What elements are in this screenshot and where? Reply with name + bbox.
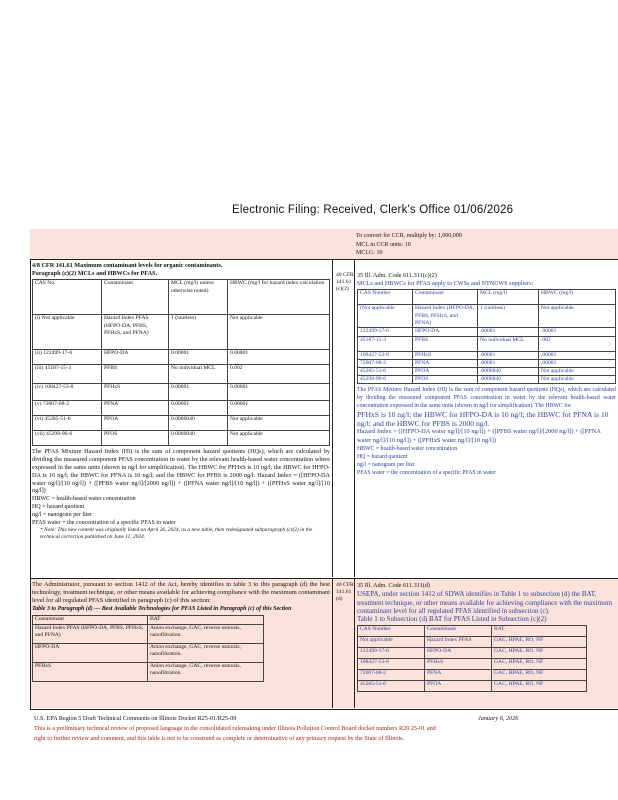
il-pfas-water-definition: PFAS water = the concentration of a specific PFAS in water — [357, 470, 496, 477]
table-row: 122499-17-6 HFPO-DA GAC, HPAE, RO, NF — [358, 648, 587, 659]
bat-table-title: Table 3 to Paragraph (d) — Best Available Technologies for PFAS Listed in Paragraph (c) of this Section — [32, 606, 292, 612]
conversion-line-1: To convert for CCR, multiply by: 1,000,000 — [356, 233, 462, 239]
left-heading: 4/8 CFR 141.61 Maximum contaminant levels for organic contaminants. — [32, 262, 223, 269]
right-heading: 35 Ill. Adm. Code 611.311(c)(2) — [357, 272, 437, 279]
table-row: Not applicable Hazard Index PFAS GAC, HPAE, RO, NF — [358, 637, 587, 648]
table-row: 108427-53-8 PFHxS .00001 .00001 — [358, 351, 616, 359]
il-hbwc-definition: HBWC = health-based water concentration — [357, 446, 458, 453]
il-bat-table-title: Table 1 to Subsection (d) BAT for PFAS Listed in Subsection (c)(2) — [357, 615, 547, 624]
table-row: 72007-68-2 PFNA GAC, HPAE, RO, NF — [358, 670, 587, 681]
hazard-index-paragraph: The PFAS Mixture Hazard Index (HI) is the sum of component hazard quotients (HQs), which are calculated by dividing the measured component PFAS concentration in water by the relevant health-based water concentration where expressed in the same units (shown in ng/l for simplification). The HBWC for PFHxS is 10 ng/l; the HBWC for HFPO-DA is 10 ng/l; the HBWC for PFNA is 10 ng/l; and the HBWC for PFBS is 2000 ng/l. Hazard Index = ([HFPO-DA water ng/l]/[10 ng/l]) + ([PFBS water ng/l]/[2000 ng/l]) + ([PFNA water ng/l]/[10 ng/l]) + ([PFHxS water ng/l]/[10 ng/l]) — [32, 448, 330, 495]
mid-bottom-cite: 40 CFR 141.61(d) — [336, 582, 354, 603]
il-bat-paragraph: USEPA, under section 1412 of SDWA identifies in Table 1 to subsection (d) the BAT, treatment technique, or other means available for achieving compliance with the maximum contaminant level for all regulated PFAS identified in subsection (c). — [357, 590, 613, 616]
il-ng-definition: ng/l = nanogram per liter — [357, 462, 415, 469]
il-hazard-index-formula: Hazard Index = ([HFPO-DA water ng/l]/[10 ng/l]) + ([PFBS water ng/l]/[2000 ng/l]) + ([PFNA water ng/l]/[10 ng/l]) + ([PFHxS water ng/l]/[10 ng/l]) — [357, 428, 601, 444]
bat-table — [32, 615, 264, 682]
il-col-contaminant: Contaminant — [413, 290, 478, 305]
col-contaminant: Contaminant — [102, 280, 169, 315]
bat-paragraph: The Administrator, pursuant to section 1412 of the Act, hereby identifies in table 3 to this paragraph (d) the best technology, treatment technique, or other means available for achieving compliance with the maximum contaminant level for all regulated PFAS identified in paragraph (c) of this section: — [32, 581, 330, 604]
hbwc-definition: HBWC = health-based water concentration — [32, 496, 136, 503]
left-top-section — [32, 262, 330, 541]
divider-3 — [332, 578, 333, 708]
table-row: 122499-17-6 HFPO-DA .00001 .00001 — [358, 328, 616, 336]
table-row: Hazard Index PFAS (HFPO-DA, PFBS, PFHxS, and PFNA) Anion exchange, GAC, reverse osmosis, nanofiltration. — [33, 625, 264, 644]
il-bat-col-cas: CAS Number — [358, 626, 425, 637]
table-row: (i) Not applicable Hazard Index PFAS (HFPO-DA, PFBS, PFHxS, and PFNA) 1 (unitless) Not applicable — [33, 315, 330, 350]
footer-disclaimer-1: This is a preliminary technical review of proposed language in the consolidated rulemaking under Illinois Pollution Control Board docket numbers R20 25-01 and — [34, 725, 436, 732]
conversion-line-2: MCL in CCR units: 10 — [356, 241, 411, 248]
col-cas: CAS No. — [33, 280, 102, 315]
il-bat-table — [357, 625, 587, 692]
il-pfas-mcl-table — [357, 289, 616, 384]
ng-definition: ng/l = nanogram per liter — [32, 512, 93, 519]
conversion-box — [356, 232, 616, 258]
table-row: HFPO-DA Anion exchange, GAC, reverse osmosis, nanofiltration. — [33, 644, 264, 663]
col-hbwc: HBWC (mg/l for hazard index calculation — [228, 280, 330, 315]
mid-top-cite: 40 CFR 141.61(c)(2) — [336, 272, 354, 293]
table-row: (ii) 122499-17-6 HFPO-DA 0.00001 0.00001 — [33, 350, 330, 365]
il-col-hbwc: HBWC (mg/l) — [539, 290, 616, 305]
bat-col-contaminant: Contaminant — [33, 616, 148, 625]
table-row: (vi) 45285-51-6 PFOA 0.0000040 Not applicable — [33, 416, 330, 431]
footer-left: U.S. EPA Region 5 Draft Technical Comments on Illinois Docket R25-01/R25-09 — [34, 715, 237, 722]
bat-col-bat: BAT — [148, 616, 264, 625]
right-bottom-section — [357, 582, 616, 692]
il-hq-definition: HQ = hazard quotient — [357, 454, 408, 461]
il-bat-heading: 35 Ill. Adm. Code 611.311(d) — [357, 582, 430, 589]
il-hbwc-values: PFHxS is 10 ng/l; the HBWC for HFPO-DA is 10 ng/l; the HBWC for PFNA is 10 ng/l; and the HBWC for PFBS is 2000 ng/l. — [357, 410, 609, 429]
col-mcl: MCL (mg/l) unless otherwise noted) — [169, 280, 228, 315]
left-subheading: Paragraph (c)(2) MCLs and HBWCs for PFAS. — [32, 270, 158, 278]
il-col-mcl: MCL (mg/l) — [478, 290, 539, 305]
pfas-mcl-table — [32, 279, 330, 446]
pfas-water-definition: PFAS water = the concentration of a specific PFAS in water — [32, 520, 176, 527]
table-row: 45285-51-6 PFOA .0000040 Not applicable — [358, 368, 616, 376]
table-row: (Not applicable Hazard Index (HFPO-DA, PFBS, PFHxS, and PFNA) 1 (unitless) Not applicable — [358, 305, 616, 328]
il-hazard-index-paragraph: The PFAS Mixture Hazard Index (HI) is the sum of component hazard quotients (HQs), which are calculated by dividing the measured component PFAS concentration in water by the relevant health-based water concentration expressed in the same units (shown in ng/l for simplification). The HBWC for — [357, 387, 616, 409]
il-col-cas: CAS Number — [358, 290, 413, 305]
table-row: (iv) 108427-53-8 PFHxS 0.00001 0.00001 — [33, 384, 330, 401]
table-row: 108427-53-8 PFHxS GAC, HPAE, RO, NF — [358, 659, 587, 670]
table-row: (vii) 45298-90-6 PFOS 0.0000040 Not applicable — [33, 431, 330, 446]
table-row: 45285-51-6 PFOA GAC, HPAE, RO, NF — [358, 681, 587, 692]
right-top-section — [357, 272, 616, 477]
table-row: 45187-15-3 PFBS No individual MCL .002 — [358, 336, 616, 351]
divider-4 — [354, 578, 355, 708]
left-bottom-section — [32, 581, 330, 682]
filing-stamp: Electronic Filing: Received, Clerk's Office 01/06/2026 — [232, 204, 514, 216]
footer-disclaimer-2: right to further review and comment, and this table is not to be construed as complete or determinative of any primacy request by the State of Illinois. — [34, 735, 405, 742]
table-row: (iii) 45187-15-3 PFBS No individual MCL 0.002 — [33, 365, 330, 384]
footer-date: January 6, 2026 — [478, 715, 519, 722]
table-row: (v) 72007-68-2 PFNA 0.00001 0.00001 — [33, 401, 330, 416]
il-bat-col-contaminant: Contaminant — [425, 626, 492, 637]
hq-definition: HQ = hazard quotient — [32, 504, 85, 511]
divider-1 — [332, 259, 333, 577]
table-row: 72007-68-2 PFNA .00001 .00001 — [358, 359, 616, 367]
conversion-line-3: MCLG: 10 — [356, 250, 383, 256]
table-row: 45298-90-6 PFOS .0000040 Not applicable — [358, 376, 616, 384]
table-note: * Note: This new content was originally listed on April 26, 2024, as a new table, then redesignated subparagraph (c)(2) in the technical correction published on June 11, 2024. — [40, 527, 313, 541]
right-subheading: MCLs and HBWCs for PFAS apply to CWSs and NTNCWS suppliers: — [357, 280, 534, 288]
divider-2 — [354, 259, 355, 577]
il-bat-col-bat: BAT — [492, 626, 587, 637]
table-row: PFHxS Anion exchange, GAC, reverse osmosis, nanofiltration. — [33, 663, 264, 682]
